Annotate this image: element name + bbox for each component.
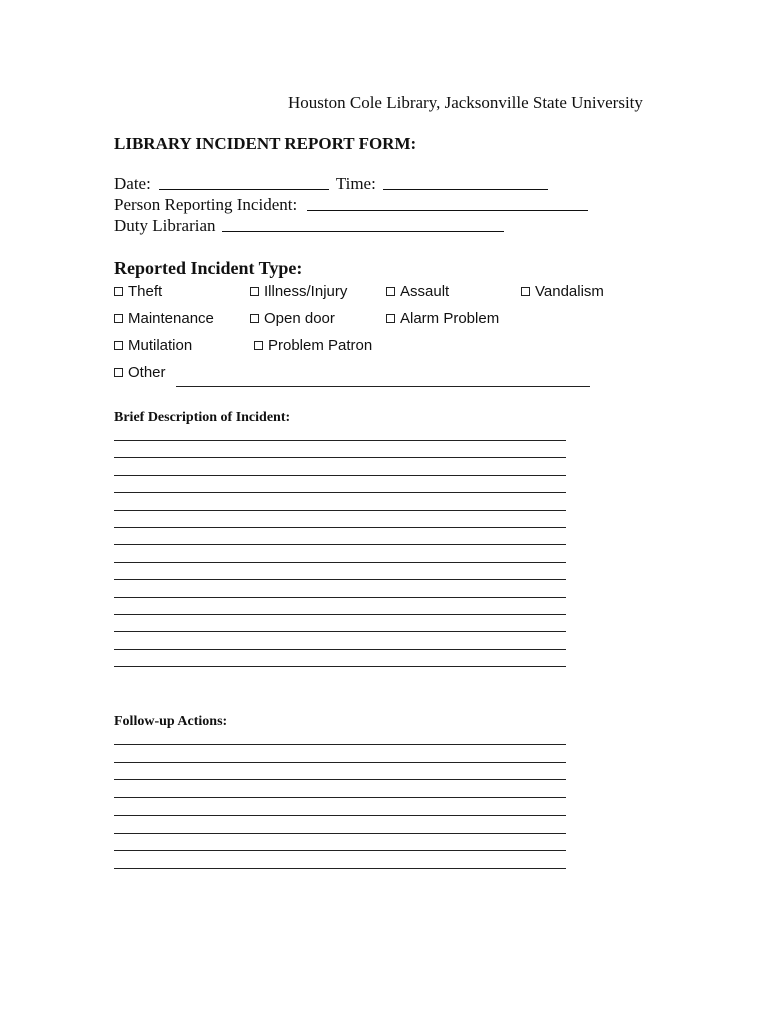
checkbox-icon[interactable] xyxy=(250,314,259,323)
checkbox-label: Vandalism xyxy=(535,283,604,300)
checkbox-label: Assault xyxy=(400,283,450,300)
form-title: LIBRARY INCIDENT REPORT FORM: xyxy=(114,134,417,153)
checkbox-theft[interactable] xyxy=(114,283,162,300)
description-line[interactable] xyxy=(114,631,566,632)
description-line[interactable] xyxy=(114,492,566,493)
checkbox-icon[interactable] xyxy=(114,341,123,350)
duty-librarian-label: Duty Librarian xyxy=(114,216,216,235)
checkbox-icon[interactable] xyxy=(386,287,395,296)
checkbox-vandalism[interactable] xyxy=(521,283,604,300)
date-field[interactable] xyxy=(159,188,329,190)
followup-line[interactable] xyxy=(114,744,566,745)
checkbox-label: Illness/Injury xyxy=(264,283,348,300)
incident-type-heading: Reported Incident Type: xyxy=(114,258,303,278)
description-line[interactable] xyxy=(114,562,566,563)
description-line[interactable] xyxy=(114,510,566,511)
followup-line[interactable] xyxy=(114,797,566,798)
checkbox-open-door[interactable] xyxy=(250,310,335,327)
followup-line[interactable] xyxy=(114,850,566,851)
university-name: Houston Cole Library, Jacksonville State University xyxy=(288,93,643,112)
checkbox-label: Open door xyxy=(264,310,335,327)
checkbox-icon[interactable] xyxy=(114,368,123,377)
librarian-row xyxy=(114,216,504,236)
followup-line[interactable] xyxy=(114,815,566,816)
person-reporting-field[interactable] xyxy=(307,209,588,211)
followup-line[interactable] xyxy=(114,762,566,763)
checkbox-illness-injury[interactable] xyxy=(250,283,347,300)
followup-heading: Follow-up Actions: xyxy=(114,714,228,729)
duty-librarian-field[interactable] xyxy=(222,230,504,232)
time-field[interactable] xyxy=(383,188,548,190)
checkbox-icon[interactable] xyxy=(386,314,395,323)
checkbox-icon[interactable] xyxy=(250,287,259,296)
description-line[interactable] xyxy=(114,597,566,598)
checkbox-other[interactable] xyxy=(114,364,166,381)
followup-line[interactable] xyxy=(114,833,566,834)
followup-line[interactable] xyxy=(114,779,566,780)
description-line[interactable] xyxy=(114,527,566,528)
checkbox-label: Other xyxy=(128,364,166,381)
description-line[interactable] xyxy=(114,440,566,441)
description-line[interactable] xyxy=(114,457,566,458)
checkbox-icon[interactable] xyxy=(114,314,123,323)
checkbox-icon[interactable] xyxy=(114,287,123,296)
description-line[interactable] xyxy=(114,579,566,580)
description-line[interactable] xyxy=(114,649,566,650)
person-row xyxy=(114,195,588,215)
checkbox-assault[interactable] xyxy=(386,283,449,300)
description-line[interactable] xyxy=(114,666,566,667)
checkbox-alarm-problem[interactable] xyxy=(386,310,499,327)
description-line[interactable] xyxy=(114,544,566,545)
checkbox-label: Theft xyxy=(128,283,163,300)
date-time-row xyxy=(114,174,548,194)
checkbox-label: Mutilation xyxy=(128,337,193,354)
time-label: Time: xyxy=(335,174,376,193)
checkbox-icon[interactable] xyxy=(254,341,263,350)
checkbox-mutilation[interactable] xyxy=(114,337,192,354)
followup-line[interactable] xyxy=(114,868,566,869)
checkbox-label: Maintenance xyxy=(128,310,214,327)
checkbox-problem-patron[interactable] xyxy=(254,337,372,354)
description-heading: Brief Description of Incident: xyxy=(114,410,291,425)
checkbox-label: Alarm Problem xyxy=(400,310,500,327)
person-reporting-label: Person Reporting Incident: xyxy=(114,195,298,214)
description-line[interactable] xyxy=(114,475,566,476)
date-label: Date: xyxy=(114,174,151,193)
checkbox-maintenance[interactable] xyxy=(114,310,214,327)
checkbox-label: Problem Patron xyxy=(268,337,373,354)
other-specify-line[interactable] xyxy=(176,386,590,387)
description-line[interactable] xyxy=(114,614,566,615)
checkbox-icon[interactable] xyxy=(521,287,530,296)
